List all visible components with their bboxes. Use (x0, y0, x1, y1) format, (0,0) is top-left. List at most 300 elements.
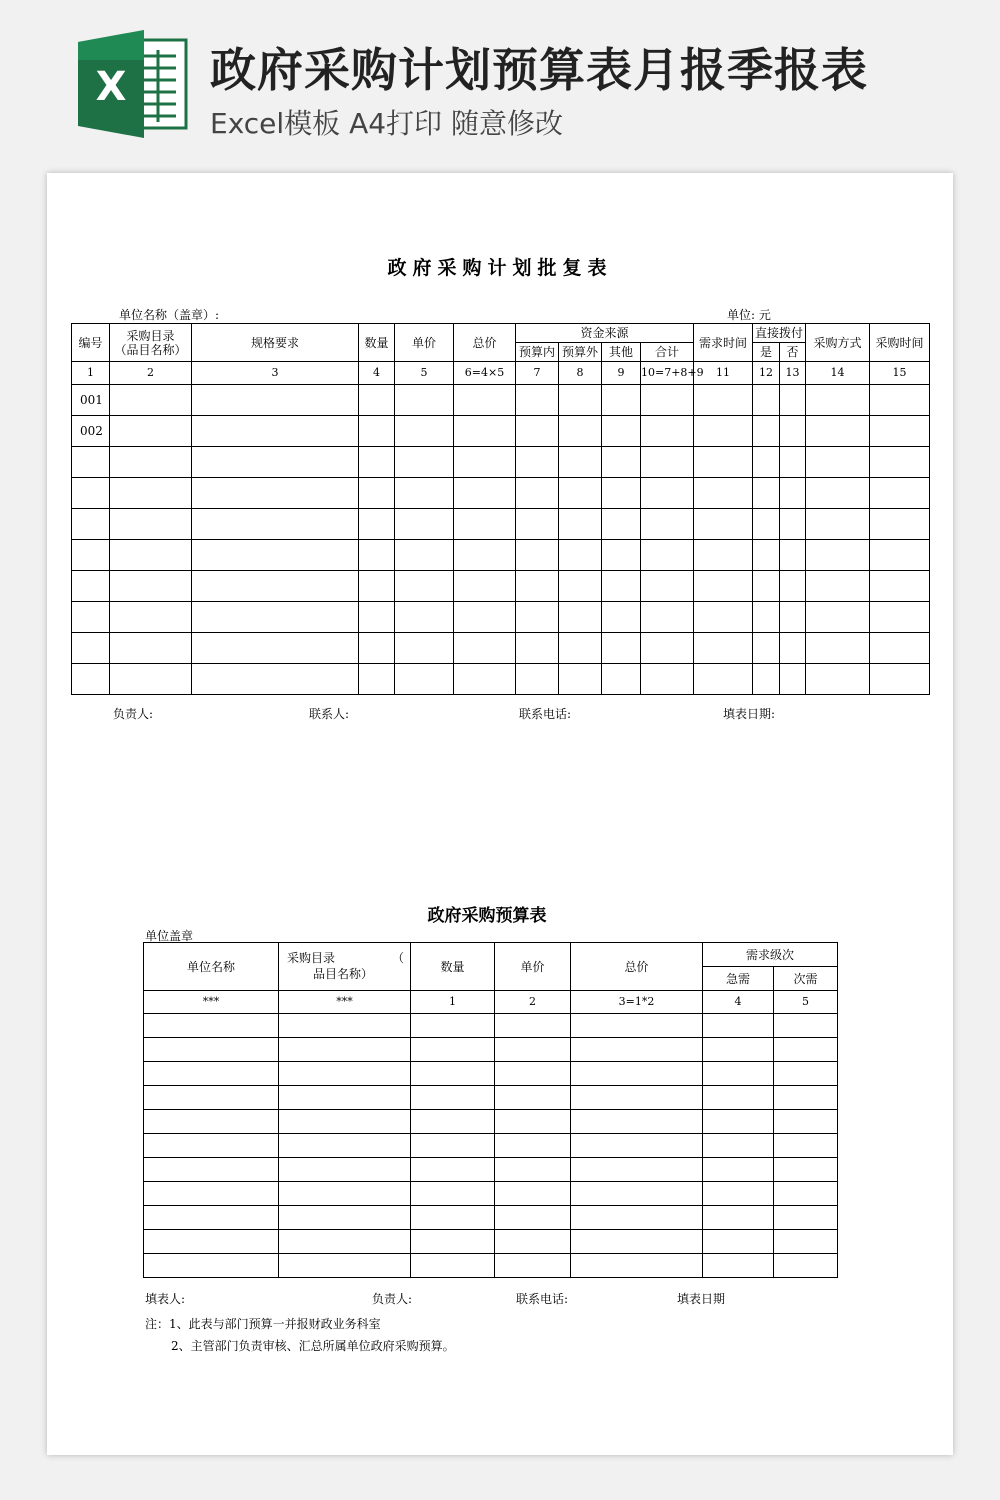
table-cell[interactable] (192, 416, 359, 447)
table-cell[interactable] (144, 1086, 279, 1110)
table-cell[interactable] (780, 633, 806, 664)
column-number-cell: 10=7+8+9 (641, 362, 694, 385)
table-cell[interactable] (192, 602, 359, 633)
table-row (144, 1158, 838, 1182)
table-cell[interactable] (110, 509, 192, 540)
row-id-cell[interactable] (72, 447, 110, 478)
table-cell[interactable] (806, 571, 870, 602)
table-cell[interactable] (774, 1254, 838, 1278)
table-cell[interactable] (694, 385, 753, 416)
table-cell[interactable] (641, 571, 694, 602)
table-cell[interactable] (516, 664, 559, 695)
table-cell[interactable] (495, 1206, 571, 1230)
row-id-cell[interactable]: 002 (72, 416, 110, 447)
table-cell[interactable] (411, 1230, 495, 1254)
table-cell[interactable] (454, 478, 516, 509)
header-demand-level: 需求级次 (703, 943, 838, 967)
table-cell[interactable] (780, 540, 806, 571)
table-cell[interactable] (110, 571, 192, 602)
table-cell[interactable] (495, 1254, 571, 1278)
table-cell[interactable] (774, 1230, 838, 1254)
excel-icon (78, 30, 188, 138)
table-cell[interactable] (144, 1134, 279, 1158)
table-row (144, 1206, 838, 1230)
header-qty: 数量 (411, 943, 495, 991)
table-cell[interactable] (559, 416, 602, 447)
table-cell[interactable] (703, 1062, 774, 1086)
table-cell[interactable] (192, 447, 359, 478)
table-cell[interactable] (571, 1014, 703, 1038)
table-cell[interactable] (495, 1182, 571, 1206)
form2-note-1: 注：1、此表与部门预算一并报财政业务科室 (145, 1317, 381, 1331)
table-cell[interactable] (559, 478, 602, 509)
table-cell[interactable] (780, 602, 806, 633)
table-cell[interactable] (641, 385, 694, 416)
table-cell[interactable] (359, 478, 395, 509)
column-number-row (72, 362, 930, 385)
table-cell[interactable] (144, 1014, 279, 1038)
table-cell[interactable] (602, 664, 641, 695)
table-cell[interactable] (641, 509, 694, 540)
table-cell[interactable] (602, 385, 641, 416)
table-cell[interactable] (870, 509, 930, 540)
table-cell[interactable] (780, 447, 806, 478)
table-cell[interactable] (454, 416, 516, 447)
table-cell[interactable] (395, 509, 454, 540)
table-cell[interactable] (110, 540, 192, 571)
table-cell[interactable] (602, 633, 641, 664)
column-number-cell: 6=4×5 (454, 362, 516, 385)
header-total: 总价 (571, 943, 703, 991)
table-cell[interactable] (411, 1158, 495, 1182)
table-cell[interactable] (110, 602, 192, 633)
column-number-cell: 8 (559, 362, 602, 385)
table-cell[interactable] (780, 509, 806, 540)
table-cell[interactable] (516, 540, 559, 571)
header-out-budget: 预算外 (559, 343, 602, 362)
table-cell[interactable] (411, 1014, 495, 1038)
table-cell[interactable] (454, 664, 516, 695)
form2-responsible-label: 负责人: (372, 1292, 413, 1306)
table-row (72, 633, 930, 664)
table-cell[interactable] (774, 1062, 838, 1086)
table-cell[interactable] (411, 1254, 495, 1278)
table-cell[interactable] (806, 509, 870, 540)
table-cell[interactable] (559, 571, 602, 602)
table-cell[interactable] (144, 1038, 279, 1062)
table-cell[interactable] (806, 385, 870, 416)
table-cell[interactable] (602, 571, 641, 602)
table-cell[interactable] (753, 509, 780, 540)
table-cell[interactable] (703, 1134, 774, 1158)
table-cell[interactable] (279, 1134, 411, 1158)
column-number-cell: 7 (516, 362, 559, 385)
column-number-cell: 2 (495, 991, 571, 1014)
table-cell[interactable] (395, 540, 454, 571)
table-cell[interactable] (870, 478, 930, 509)
table-cell[interactable] (516, 571, 559, 602)
table-cell[interactable] (516, 633, 559, 664)
table-row (144, 1182, 838, 1206)
table-cell[interactable] (395, 478, 454, 509)
table-cell[interactable] (110, 478, 192, 509)
table-cell[interactable] (411, 1086, 495, 1110)
form1-unit-label: 单位: 元 (727, 308, 771, 322)
header-urgent: 急需 (703, 967, 774, 991)
table-cell[interactable] (144, 1182, 279, 1206)
table-cell[interactable] (110, 385, 192, 416)
table-cell[interactable] (774, 1134, 838, 1158)
table-cell[interactable] (359, 447, 395, 478)
table-cell[interactable] (703, 1254, 774, 1278)
table-cell[interactable] (359, 385, 395, 416)
table-cell[interactable] (806, 478, 870, 509)
table-cell[interactable] (870, 571, 930, 602)
table-cell[interactable] (694, 571, 753, 602)
table-cell[interactable] (144, 1206, 279, 1230)
table-cell[interactable] (806, 664, 870, 695)
table-cell[interactable] (144, 1158, 279, 1182)
table-cell[interactable] (571, 1206, 703, 1230)
table-row (72, 664, 930, 695)
table-cell[interactable] (641, 447, 694, 478)
table-cell[interactable] (774, 1014, 838, 1038)
table-cell[interactable] (602, 602, 641, 633)
table-cell[interactable] (753, 664, 780, 695)
table-cell[interactable] (495, 1134, 571, 1158)
table-cell[interactable] (516, 385, 559, 416)
table-cell[interactable] (641, 416, 694, 447)
column-number-cell: 1 (411, 991, 495, 1014)
table-cell[interactable] (774, 1206, 838, 1230)
table-cell[interactable] (774, 1182, 838, 1206)
table-cell[interactable] (780, 478, 806, 509)
header-total: 总价 (454, 324, 516, 362)
column-number-cell: 12 (753, 362, 780, 385)
table-cell[interactable] (602, 540, 641, 571)
table-cell[interactable] (454, 540, 516, 571)
table-cell[interactable] (411, 1062, 495, 1086)
table-cell[interactable] (411, 1134, 495, 1158)
table-cell[interactable] (495, 1230, 571, 1254)
table-row (72, 602, 930, 633)
table-cell[interactable] (753, 633, 780, 664)
approval-table (71, 323, 930, 695)
table-cell[interactable] (870, 447, 930, 478)
table-row (144, 1254, 838, 1278)
table-cell[interactable] (110, 416, 192, 447)
header-qty: 数量 (359, 324, 395, 362)
table-cell[interactable] (559, 602, 602, 633)
table-cell[interactable] (870, 540, 930, 571)
table-cell[interactable] (516, 509, 559, 540)
table-cell[interactable] (870, 416, 930, 447)
table-cell[interactable] (411, 1206, 495, 1230)
table-cell[interactable] (571, 1182, 703, 1206)
row-id-cell[interactable] (72, 540, 110, 571)
form2-title: 政府采购预算表 (427, 906, 547, 926)
table-cell[interactable] (571, 1230, 703, 1254)
row-id-cell[interactable] (72, 509, 110, 540)
table-cell[interactable] (516, 478, 559, 509)
header-direct-pay: 直接拨付 (753, 324, 806, 343)
form2-filler-label: 填表人: (145, 1292, 186, 1306)
table-cell[interactable] (571, 1254, 703, 1278)
table-cell[interactable] (806, 602, 870, 633)
table-cell[interactable] (279, 1182, 411, 1206)
table-cell[interactable] (411, 1038, 495, 1062)
table-cell[interactable] (703, 1230, 774, 1254)
template-banner (0, 0, 1000, 160)
column-number-cell: 4 (359, 362, 395, 385)
budget-table (143, 942, 838, 1278)
table-cell[interactable] (602, 478, 641, 509)
form1-contact-label: 联系人: (309, 707, 350, 721)
table-cell[interactable] (571, 1158, 703, 1182)
table-cell[interactable] (602, 416, 641, 447)
table-cell[interactable] (192, 664, 359, 695)
table-cell[interactable] (753, 385, 780, 416)
form1-date-label: 填表日期: (723, 707, 776, 721)
table-cell[interactable] (411, 1182, 495, 1206)
table-cell[interactable] (395, 664, 454, 695)
column-number-cell: 3=1*2 (571, 991, 703, 1014)
table-cell[interactable] (395, 633, 454, 664)
column-number-row (144, 991, 838, 1014)
table-cell[interactable] (395, 416, 454, 447)
table-cell[interactable] (780, 385, 806, 416)
table-cell[interactable] (806, 447, 870, 478)
spreadsheet-page (47, 173, 953, 1455)
table-cell[interactable] (144, 1062, 279, 1086)
table-cell[interactable] (495, 1110, 571, 1134)
table-cell[interactable] (753, 447, 780, 478)
table-cell[interactable] (411, 1110, 495, 1134)
form1-title: 政府采购计划批复表 (387, 257, 613, 279)
table-cell[interactable] (559, 509, 602, 540)
table-row (144, 1134, 838, 1158)
table-cell[interactable] (495, 1014, 571, 1038)
table-cell[interactable] (753, 602, 780, 633)
table-cell[interactable] (559, 664, 602, 695)
table-cell[interactable] (780, 664, 806, 695)
header-no-option: 否 (780, 343, 806, 362)
table-cell[interactable] (694, 447, 753, 478)
table-cell[interactable] (279, 1086, 411, 1110)
table-cell[interactable] (571, 1110, 703, 1134)
header-method: 采购方式 (806, 324, 870, 362)
table-cell[interactable] (279, 1110, 411, 1134)
table-cell[interactable] (703, 1110, 774, 1134)
table-cell[interactable] (806, 540, 870, 571)
table-cell[interactable] (703, 1206, 774, 1230)
table-cell[interactable] (806, 416, 870, 447)
form1-responsible-label: 负责人: (113, 707, 154, 721)
table-cell[interactable] (571, 1134, 703, 1158)
table-cell[interactable] (806, 633, 870, 664)
table-cell[interactable] (559, 633, 602, 664)
table-cell[interactable] (495, 1062, 571, 1086)
table-cell[interactable] (774, 1038, 838, 1062)
header-need-time: 需求时间 (694, 324, 753, 362)
table-cell[interactable] (279, 1230, 411, 1254)
table-cell[interactable] (559, 540, 602, 571)
table-cell[interactable] (192, 571, 359, 602)
table-cell[interactable] (359, 571, 395, 602)
table-cell[interactable] (571, 1062, 703, 1086)
banner-subtitle: Excel模板 A4打印 随意修改 (210, 107, 563, 140)
table-cell[interactable] (359, 509, 395, 540)
table-cell[interactable] (870, 385, 930, 416)
column-number-cell: 15 (870, 362, 930, 385)
table-cell[interactable] (641, 478, 694, 509)
table-cell[interactable] (279, 1158, 411, 1182)
form2-phone-label: 联系电话: (516, 1292, 569, 1306)
table-cell[interactable] (454, 509, 516, 540)
table-cell[interactable] (359, 416, 395, 447)
table-cell[interactable] (144, 1230, 279, 1254)
table-cell[interactable] (694, 509, 753, 540)
table-cell[interactable] (780, 571, 806, 602)
column-number-cell: 14 (806, 362, 870, 385)
table-cell[interactable] (110, 447, 192, 478)
header-yes: 是 (753, 343, 780, 362)
table-cell[interactable] (454, 447, 516, 478)
table-row (144, 1230, 838, 1254)
table-cell[interactable] (694, 633, 753, 664)
table-cell[interactable] (110, 664, 192, 695)
table-cell[interactable] (516, 416, 559, 447)
table-cell[interactable] (454, 602, 516, 633)
banner-title: 政府采购计划预算表月报季报表 (210, 43, 868, 97)
table-cell[interactable] (359, 602, 395, 633)
header-no: 编号 (72, 324, 110, 362)
table-cell[interactable] (559, 447, 602, 478)
column-number-cell: 3 (192, 362, 359, 385)
table-cell[interactable] (144, 1254, 279, 1278)
table-cell[interactable] (395, 571, 454, 602)
table-cell[interactable] (703, 1158, 774, 1182)
table-cell[interactable] (602, 509, 641, 540)
table-cell[interactable] (395, 385, 454, 416)
row-id-cell[interactable] (72, 633, 110, 664)
table-cell[interactable] (641, 540, 694, 571)
table-cell[interactable] (454, 571, 516, 602)
header-catalog: 采购目录 （ 品目名称） (279, 943, 411, 991)
table-cell[interactable] (694, 664, 753, 695)
table-row (144, 1110, 838, 1134)
row-id-cell[interactable] (72, 664, 110, 695)
row-id-cell[interactable] (72, 571, 110, 602)
table-cell[interactable] (753, 571, 780, 602)
table-cell[interactable] (359, 540, 395, 571)
table-row (144, 1086, 838, 1110)
table-cell[interactable] (602, 447, 641, 478)
table-cell[interactable] (641, 602, 694, 633)
table-cell[interactable] (694, 540, 753, 571)
table-cell[interactable] (516, 447, 559, 478)
table-cell[interactable] (870, 602, 930, 633)
table-cell[interactable] (571, 1038, 703, 1062)
table-row (72, 540, 930, 571)
column-number-cell: 4 (703, 991, 774, 1014)
table-cell[interactable] (870, 633, 930, 664)
table-cell[interactable] (516, 602, 559, 633)
table-cell[interactable] (571, 1086, 703, 1110)
form2-note-2: 2、主管部门负责审核、汇总所属单位政府采购预算。 (171, 1339, 455, 1353)
table-row (72, 385, 930, 416)
table-cell[interactable] (641, 664, 694, 695)
table-cell[interactable] (694, 478, 753, 509)
table-cell[interactable] (753, 416, 780, 447)
table-cell[interactable] (359, 664, 395, 695)
table-cell[interactable] (703, 1014, 774, 1038)
table-cell[interactable] (279, 1206, 411, 1230)
table-row (144, 1062, 838, 1086)
column-number-cell: 11 (694, 362, 753, 385)
header-unit-price: 单价 (495, 943, 571, 991)
table-row (72, 416, 930, 447)
row-id-cell[interactable] (72, 602, 110, 633)
table-cell[interactable] (694, 416, 753, 447)
table-cell[interactable] (192, 540, 359, 571)
table-cell[interactable] (753, 540, 780, 571)
table-cell[interactable] (870, 664, 930, 695)
table-cell[interactable] (703, 1038, 774, 1062)
table-row (72, 447, 930, 478)
table-cell[interactable] (495, 1086, 571, 1110)
column-number-cell: 1 (72, 362, 110, 385)
column-number-cell: 5 (395, 362, 454, 385)
header-unit-price: 单价 (395, 324, 454, 362)
table-cell[interactable] (641, 633, 694, 664)
table-cell[interactable] (192, 385, 359, 416)
column-number-cell: *** (144, 991, 279, 1014)
table-cell[interactable] (359, 633, 395, 664)
table-cell[interactable] (192, 478, 359, 509)
table-cell[interactable] (279, 1254, 411, 1278)
table-cell[interactable] (144, 1110, 279, 1134)
table-cell[interactable] (395, 447, 454, 478)
table-cell[interactable] (454, 385, 516, 416)
table-cell[interactable] (703, 1086, 774, 1110)
table-cell[interactable] (774, 1110, 838, 1134)
table-cell[interactable] (703, 1182, 774, 1206)
table-cell[interactable] (495, 1038, 571, 1062)
column-number-cell: 9 (602, 362, 641, 385)
header-catalog: 采购目录 （品目名称） (110, 324, 192, 362)
table-cell[interactable] (192, 633, 359, 664)
table-cell[interactable] (279, 1062, 411, 1086)
table-cell[interactable] (780, 416, 806, 447)
table-cell[interactable] (559, 385, 602, 416)
table-cell[interactable] (495, 1158, 571, 1182)
table-cell[interactable] (774, 1158, 838, 1182)
table-cell[interactable] (192, 509, 359, 540)
table-cell[interactable] (694, 602, 753, 633)
table-cell[interactable] (454, 633, 516, 664)
table-cell[interactable] (753, 478, 780, 509)
table-cell[interactable] (774, 1086, 838, 1110)
table-cell[interactable] (279, 1014, 411, 1038)
row-id-cell[interactable]: 001 (72, 385, 110, 416)
column-number-cell: 2 (110, 362, 192, 385)
table-cell[interactable] (279, 1038, 411, 1062)
table-cell[interactable] (110, 633, 192, 664)
table-cell[interactable] (395, 602, 454, 633)
header-other: 其他 (602, 343, 641, 362)
row-id-cell[interactable] (72, 478, 110, 509)
